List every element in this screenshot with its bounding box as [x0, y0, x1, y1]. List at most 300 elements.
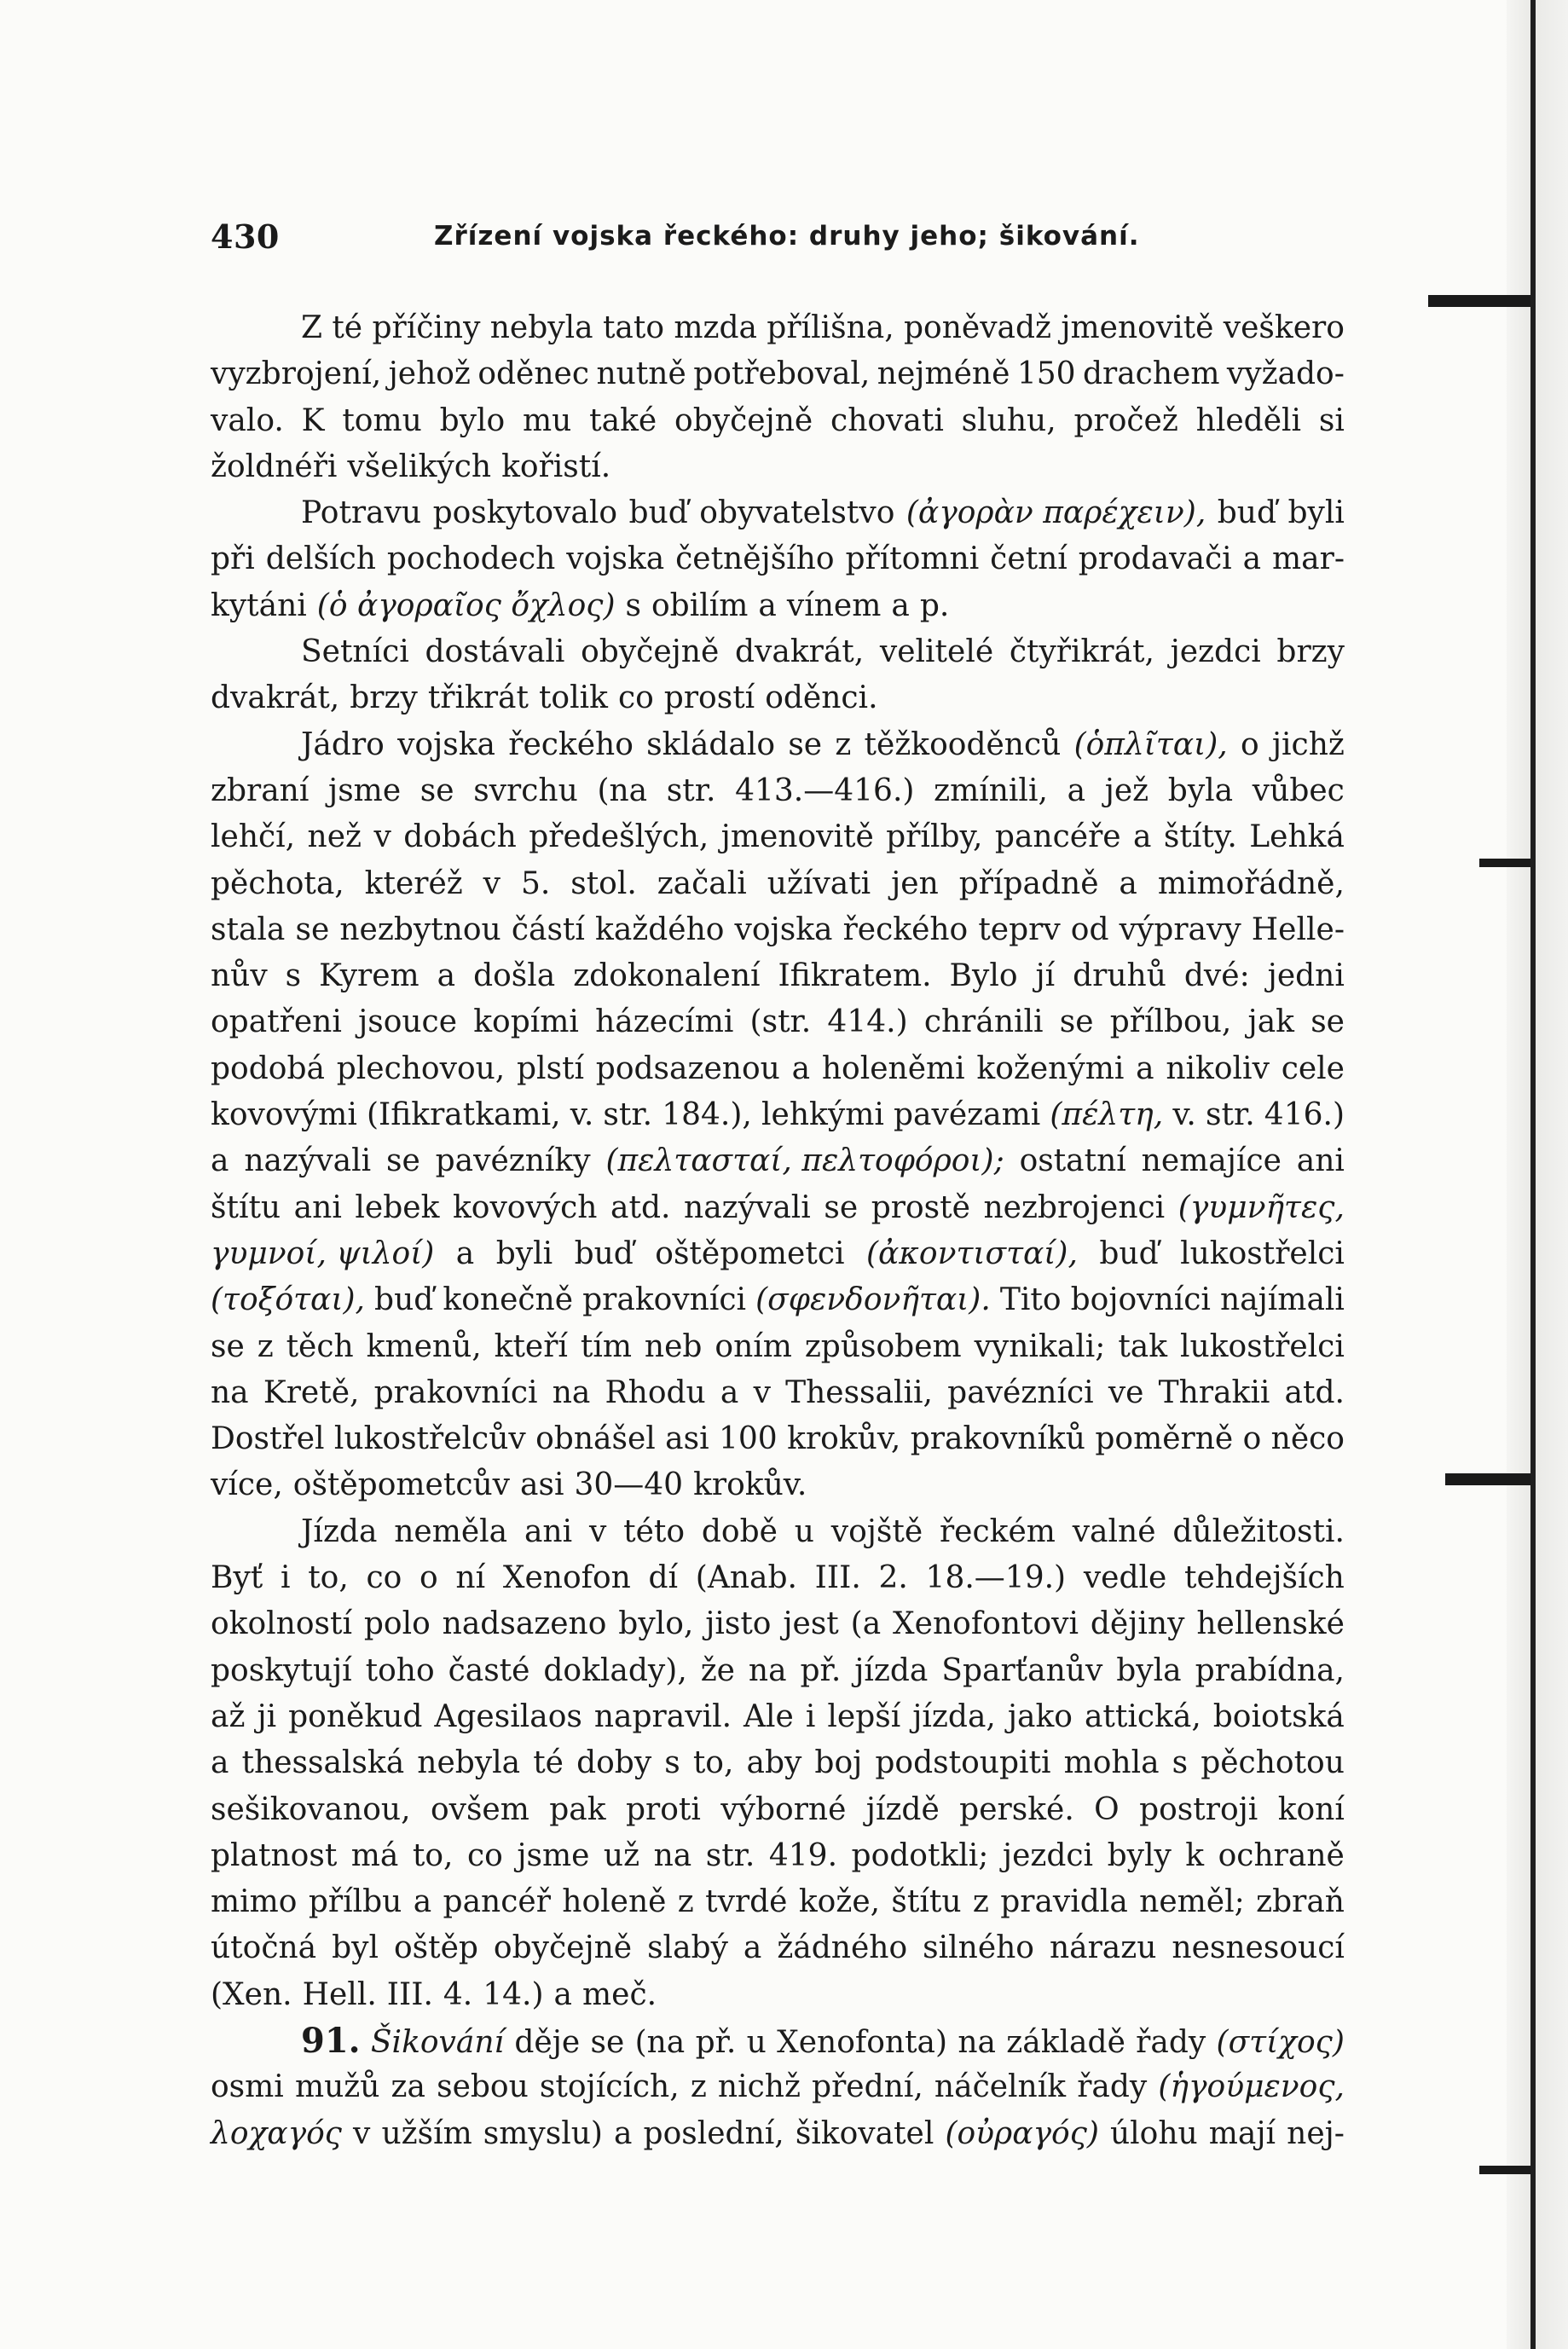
- word: obilím: [651, 587, 749, 623]
- text-line: [211, 814, 1345, 860]
- word: Jízda: [301, 1513, 378, 1549]
- word: Rhodu: [605, 1374, 706, 1410]
- word: ani: [524, 1513, 573, 1549]
- text-line: [211, 536, 1345, 582]
- word: Ifikratem.: [778, 958, 932, 994]
- word: a: [455, 1235, 475, 1271]
- text-line: [211, 1231, 1345, 1277]
- word: přílbou,: [1109, 1004, 1232, 1040]
- page-edge-shadow: [1507, 0, 1568, 2349]
- word: v: [483, 865, 501, 901]
- word: Lehká: [1249, 819, 1345, 855]
- word: jsme: [328, 772, 402, 808]
- word: Xenofontovi: [893, 1606, 1079, 1642]
- word: delších: [265, 541, 376, 577]
- word: asi: [665, 1421, 709, 1457]
- word: i: [280, 1560, 291, 1596]
- word: podobá: [211, 1050, 325, 1086]
- word: chránili: [923, 1004, 1044, 1040]
- word: (na: [597, 772, 648, 808]
- word: vojště: [830, 1513, 923, 1549]
- word: lepší: [827, 1698, 901, 1734]
- word: jako: [1007, 1698, 1073, 1734]
- word: Tito: [999, 1282, 1062, 1318]
- word: oštěpometcův: [292, 1467, 510, 1503]
- text-line: [211, 398, 1345, 444]
- word: oštěpometci: [655, 1235, 845, 1271]
- word: štítu: [891, 1884, 962, 1920]
- word: při: [211, 541, 255, 577]
- text-line: [211, 1138, 1345, 1184]
- word: jezdci: [1170, 634, 1261, 670]
- word: O: [1094, 1791, 1120, 1827]
- word: a: [614, 2115, 633, 2151]
- word: prodavači: [1078, 541, 1232, 577]
- text-line: [211, 1694, 1345, 1740]
- word: ani: [1296, 1143, 1345, 1179]
- word: úlohu: [1109, 2115, 1198, 2151]
- word: podsazenou: [595, 1050, 780, 1086]
- word: atd.: [1284, 1374, 1345, 1410]
- word: prostě: [871, 1189, 970, 1225]
- word: bojovníci: [1070, 1282, 1211, 1318]
- word: dostávali: [425, 634, 565, 670]
- text-line: [211, 305, 1345, 351]
- word: tomu: [342, 402, 422, 438]
- word: osmi: [211, 2069, 284, 2105]
- text-line: [211, 999, 1345, 1045]
- word: Agesilaos: [434, 1698, 582, 1734]
- word: jest: [783, 1606, 839, 1642]
- word: Sparťanův: [941, 1652, 1103, 1688]
- word: jisto: [705, 1606, 772, 1642]
- word: buď: [374, 1282, 434, 1318]
- text-line: [211, 861, 1345, 907]
- word: tolik: [538, 680, 608, 716]
- word: hellenské: [1196, 1606, 1345, 1642]
- page-header: [211, 217, 1336, 260]
- word: a: [743, 1930, 762, 1966]
- text-line: [211, 2111, 1345, 2157]
- word: bylo,: [618, 1606, 694, 1642]
- word: (ἀκοντισταί),: [865, 1235, 1078, 1271]
- word: obyčejně: [581, 634, 720, 670]
- word: a: [1119, 865, 1137, 901]
- word: šikovatel: [795, 2115, 934, 2151]
- word: této: [623, 1513, 686, 1549]
- word: štíty.: [1163, 819, 1237, 855]
- text-line: [211, 1462, 1345, 1508]
- text-line: [211, 351, 1345, 397]
- word: attická,: [1084, 1698, 1201, 1734]
- word: kopími: [473, 1004, 579, 1040]
- word: z: [677, 1884, 694, 1920]
- word: jízda: [854, 1652, 929, 1688]
- word: vojska: [397, 726, 495, 762]
- word: došla: [473, 958, 556, 994]
- word: řeckého: [842, 911, 969, 947]
- word: a: [1242, 541, 1262, 577]
- word: jízdě: [865, 1791, 940, 1827]
- word: prakovníci: [373, 1374, 538, 1410]
- word: také: [589, 402, 657, 438]
- word: ostatní: [1019, 1143, 1126, 1179]
- word: na: [958, 2024, 996, 2060]
- word: a: [211, 1745, 229, 1781]
- word: jmenovitě: [1061, 310, 1214, 345]
- text-line: [211, 1370, 1345, 1416]
- word: Byť: [211, 1560, 263, 1596]
- word: γυμνοί, ψιλοί): [211, 1235, 435, 1271]
- word: co: [617, 680, 654, 716]
- text-line: [211, 722, 1345, 768]
- word: byl: [332, 1930, 379, 1966]
- word: a: [211, 1143, 229, 1179]
- word: oděnci.: [765, 680, 878, 716]
- word: 2.: [878, 1560, 908, 1596]
- word: postroji: [1139, 1791, 1258, 1827]
- word: od: [1070, 911, 1109, 947]
- word: k: [1185, 1837, 1205, 1873]
- word: pěchotou: [1201, 1745, 1345, 1781]
- word: časté: [448, 1652, 530, 1688]
- word: ní: [455, 1560, 486, 1596]
- word: tato: [602, 310, 665, 345]
- word: užším: [381, 2115, 472, 2151]
- word: (τοξόται),: [211, 1282, 365, 1318]
- body-text: [211, 305, 1345, 2157]
- word: žoldnéři: [211, 448, 338, 484]
- word: (σφενδονῆται).: [755, 1282, 991, 1318]
- running-title: Zřízení vojska řeckého: druhy jeho; šikování.: [434, 221, 1140, 252]
- word: v: [753, 1374, 771, 1410]
- word: (γυμνῆτες,: [1177, 1189, 1345, 1225]
- word: Thessalii,: [785, 1374, 933, 1410]
- word: jehož: [388, 356, 471, 392]
- word: jezdci: [1002, 1837, 1094, 1873]
- word: Hell.: [302, 1976, 377, 2012]
- word: (οὐραγός): [945, 2115, 1099, 2151]
- word: a: [891, 587, 910, 623]
- word: pancéř: [443, 1884, 551, 1920]
- word: aby: [746, 1745, 802, 1781]
- word: druhů: [1073, 958, 1166, 994]
- text-line: [211, 1648, 1345, 1694]
- word: buď: [628, 495, 688, 531]
- word: nichž: [717, 2069, 801, 2105]
- word: stol.: [570, 865, 637, 901]
- word: př.: [695, 2024, 737, 2060]
- word: těžkooděnců: [864, 726, 1062, 762]
- word: 30—40: [574, 1467, 684, 1503]
- word: buď: [1217, 495, 1277, 531]
- word: cele: [1281, 1050, 1345, 1086]
- word: žádného: [777, 1930, 908, 1966]
- word: poskytovalo: [432, 495, 618, 531]
- word: co: [467, 1837, 503, 1873]
- word: (Xen.: [211, 1976, 292, 2012]
- word: proti: [625, 1791, 701, 1827]
- word: příčiny: [372, 310, 481, 345]
- word: Xenofon: [502, 1560, 631, 1596]
- word: jak: [1247, 1004, 1294, 1040]
- word: se: [295, 911, 330, 947]
- word: z: [972, 1884, 989, 1920]
- word: oštěp: [393, 1930, 478, 1966]
- text-line: [211, 1555, 1345, 1601]
- word: prakovníci: [582, 1282, 747, 1318]
- text-line: [211, 444, 1345, 490]
- word: za: [391, 2069, 425, 2105]
- word: vůbec: [1252, 772, 1345, 808]
- word: obyvatelstvo: [699, 495, 895, 531]
- word: přílbu: [308, 1884, 402, 1920]
- word: předešlých,: [529, 819, 709, 855]
- word: obyčejně: [493, 1930, 633, 1966]
- text-line: [211, 1601, 1345, 1647]
- word: užívati: [767, 865, 871, 901]
- text-line: [211, 1879, 1345, 1925]
- word: stala: [211, 911, 286, 947]
- word: prostí: [663, 680, 755, 716]
- word: III.: [814, 1560, 861, 1596]
- word: (ὁπλῖται),: [1073, 726, 1228, 762]
- word: částí: [511, 911, 585, 947]
- word: skládalo: [646, 726, 776, 762]
- word: lukostřelci: [1180, 1328, 1345, 1364]
- word: polo: [363, 1606, 431, 1642]
- word: 18.—19.): [925, 1560, 1067, 1596]
- word: Ale: [743, 1698, 794, 1734]
- word: a: [720, 1374, 739, 1410]
- word: třikrát: [427, 680, 529, 716]
- word: a: [1136, 1050, 1154, 1086]
- word: se: [590, 2024, 625, 2060]
- word: napravil.: [593, 1698, 732, 1734]
- word: toho: [365, 1652, 435, 1688]
- word: (πελτασταί, πελτοφόροι);: [605, 1143, 1004, 1179]
- word: velitelé: [879, 634, 994, 670]
- word: mimořádně,: [1157, 865, 1345, 901]
- edge-mark: [1428, 295, 1530, 307]
- word: 150: [1016, 356, 1076, 392]
- word: byla: [1167, 772, 1234, 808]
- word: nebyla: [489, 310, 593, 345]
- word: byli: [1287, 495, 1345, 531]
- word: 414.): [827, 1004, 908, 1040]
- word: Dostřel: [211, 1421, 325, 1457]
- word: brzy: [1276, 634, 1345, 670]
- word: nárazu: [1049, 1930, 1157, 1966]
- word: štítu: [211, 1189, 281, 1225]
- word: sebou: [437, 2069, 529, 2105]
- word: meč.: [582, 1976, 657, 2012]
- word: pěchota,: [211, 865, 344, 901]
- word: to,: [308, 1560, 349, 1596]
- word: z: [257, 1328, 274, 1364]
- word: a: [791, 1050, 811, 1086]
- word: řeckého: [508, 726, 634, 762]
- word: stojících,: [539, 2069, 680, 2105]
- word: valo.: [211, 402, 284, 438]
- word: výpravy: [1119, 911, 1241, 947]
- word: u: [794, 1513, 814, 1549]
- word: náčelník: [934, 2069, 1067, 2105]
- word: útočná: [211, 1930, 317, 1966]
- word: boj: [814, 1745, 863, 1781]
- word: prabídna,: [1195, 1652, 1345, 1688]
- word: lehkými: [761, 1097, 884, 1133]
- word: mají: [1208, 2115, 1276, 2151]
- word: základě: [1006, 2024, 1125, 2060]
- word: λοχαγός: [211, 2115, 342, 2151]
- word: koženými: [976, 1050, 1125, 1086]
- word: jmenovitě: [720, 819, 874, 855]
- word: se: [1059, 1004, 1094, 1040]
- word: př.: [800, 1652, 842, 1688]
- word: (a: [850, 1606, 882, 1642]
- word: vyžado-: [1226, 356, 1345, 392]
- text-line: [211, 1416, 1345, 1462]
- word: nejméně: [877, 356, 1010, 392]
- word: Kyrem: [319, 958, 419, 994]
- word: ovšem: [430, 1791, 529, 1827]
- word: chovati: [830, 402, 944, 438]
- word: mužů: [294, 2069, 380, 2105]
- word: nův: [211, 958, 268, 994]
- word: kytáni: [211, 587, 307, 623]
- word: Helle-: [1251, 911, 1345, 947]
- word: teprv: [978, 911, 1061, 947]
- word: nebyla: [417, 1745, 521, 1781]
- text-line: [211, 1787, 1345, 1833]
- word: v: [373, 819, 391, 855]
- word: ji: [257, 1698, 277, 1734]
- word: s: [285, 958, 302, 994]
- word: té: [533, 1745, 564, 1781]
- word: a: [1067, 772, 1086, 808]
- word: u: [746, 2024, 767, 2060]
- word: Xenofonta): [777, 2024, 948, 2060]
- word: nej-: [1287, 2115, 1345, 2151]
- word: potřeboval,: [693, 356, 871, 392]
- word: sešikovanou,: [211, 1791, 411, 1827]
- word: přílišna,: [767, 310, 894, 345]
- word: řady: [1077, 2069, 1148, 2105]
- word: se: [788, 726, 823, 762]
- word: silného: [923, 1930, 1034, 1966]
- word: buď: [574, 1235, 634, 1271]
- word: na: [748, 1652, 787, 1688]
- word: veškero: [1223, 310, 1345, 345]
- word: době: [701, 1513, 778, 1549]
- text-line: [211, 907, 1345, 953]
- word: oním: [715, 1328, 792, 1364]
- word: tvrdé: [705, 1884, 788, 1920]
- word: poněkud: [288, 1698, 423, 1734]
- word: jež: [1104, 772, 1149, 808]
- page-number: 430: [211, 217, 280, 256]
- word: kovových: [452, 1189, 598, 1225]
- word: pavézami: [894, 1097, 1041, 1133]
- word: nutně: [596, 356, 686, 392]
- word: tak: [1118, 1328, 1168, 1364]
- edge-mark: [1445, 1473, 1530, 1485]
- word: 4.: [443, 1976, 473, 2012]
- word: (στίχος): [1216, 2024, 1345, 2060]
- word: zbraní: [211, 772, 310, 808]
- word: jen: [891, 865, 939, 901]
- word: svrchu: [473, 772, 578, 808]
- word: platnost: [211, 1837, 338, 1873]
- word: neměl;: [1139, 1884, 1245, 1920]
- word: se: [824, 1189, 859, 1225]
- word: vojska: [566, 541, 665, 577]
- word: děje: [514, 2024, 581, 2060]
- word: str.: [603, 1097, 653, 1133]
- word: byli: [495, 1235, 553, 1271]
- word: případně: [958, 865, 1099, 901]
- word: tehdejších: [1184, 1560, 1345, 1596]
- word: str.: [1206, 1097, 1255, 1133]
- word: o: [1242, 1421, 1262, 1457]
- word: mohla: [1063, 1745, 1160, 1781]
- word: přítomni: [845, 541, 980, 577]
- word: nadsazeno: [442, 1606, 607, 1642]
- word: pravidla: [1000, 1884, 1128, 1920]
- word: kože,: [798, 1884, 881, 1920]
- text-line: [211, 1972, 1345, 2018]
- text-line: [211, 1324, 1345, 1370]
- word: s: [625, 587, 641, 623]
- word: ani: [293, 1189, 342, 1225]
- word: doby: [576, 1745, 652, 1781]
- word: lukostřelci: [1180, 1235, 1345, 1271]
- text-line: [211, 1092, 1345, 1138]
- word: (πέλτη,: [1050, 1097, 1164, 1133]
- word: přílby,: [886, 819, 983, 855]
- word: 419.: [768, 1837, 838, 1873]
- word: III.: [386, 1976, 433, 2012]
- text-line: [211, 490, 1345, 536]
- word: zbraň: [1256, 1884, 1345, 1920]
- word: jedni: [1267, 958, 1345, 994]
- word: kteří: [494, 1328, 568, 1364]
- word: mimo: [211, 1884, 298, 1920]
- word: opatřeni: [211, 1004, 342, 1040]
- word: Potravu: [301, 495, 422, 531]
- word: (ἡγούμενος,: [1158, 2069, 1345, 2105]
- word: prakovníků: [910, 1421, 1085, 1457]
- word: poměrně: [1095, 1421, 1234, 1457]
- word: jízda,: [912, 1698, 996, 1734]
- word: Z: [301, 310, 323, 345]
- word: poslední,: [643, 2115, 784, 2151]
- word: poněvadž: [904, 310, 1052, 345]
- word: 100 krokův,: [718, 1421, 901, 1457]
- word: mar-: [1272, 541, 1345, 577]
- word: v.: [1172, 1097, 1196, 1133]
- word: ochraně: [1218, 1837, 1345, 1873]
- word: mzda: [674, 310, 757, 345]
- word: pancéře: [994, 819, 1121, 855]
- word: thessalská: [241, 1745, 405, 1781]
- word: smyslu): [483, 2115, 603, 2151]
- word: atd.: [610, 1189, 671, 1225]
- word: pročež: [1073, 402, 1178, 438]
- word: asi: [520, 1467, 564, 1503]
- text-line: [211, 768, 1345, 814]
